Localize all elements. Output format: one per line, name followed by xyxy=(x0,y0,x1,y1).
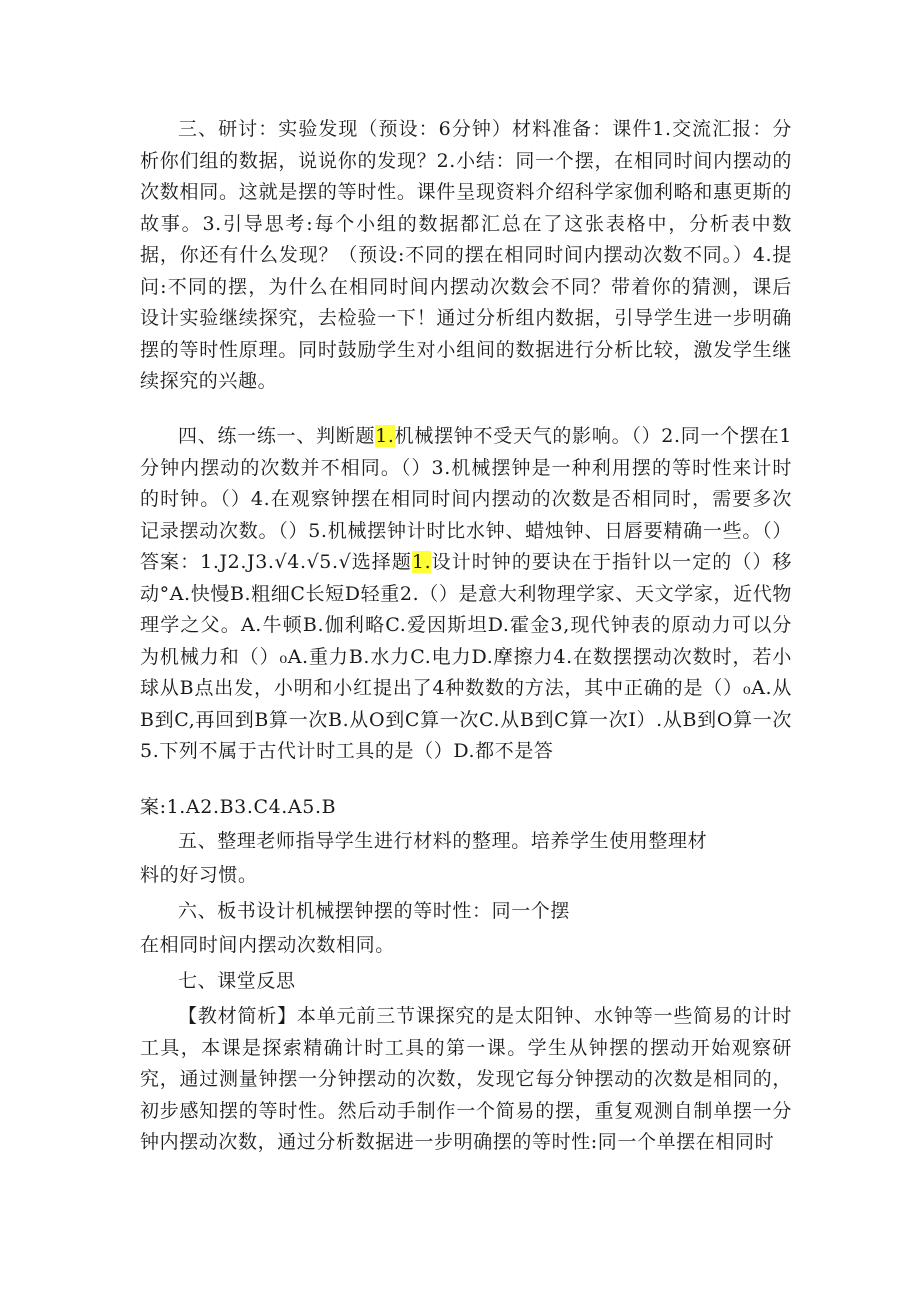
highlight-mark: 1. xyxy=(411,551,432,573)
section-discuss: 三、研讨：实验发现（预设：6分钟）材料准备：课件1.交流汇报：分析你们组的数据，说说你的发现？2.小结：同一个摆，在相同时间内摆动的次数相同。这就是摆的等时性。课件呈现资料介绍科学家伽利略和惠更斯的故事。3.引导思考:每个小组的数据都汇总在了这张表格中，分析表中数据，你还有什么发现？（预设:不同的摆在相同时间内摆动次数不同。）4.提问:不同的摆，为什么在相同时间内摆动次数会不同？带着你的猜测，课后设计实验继续探究，去检验一下！通过分析组内数据，引导学生进一步明确摆的等时性原理。同时鼓励学生对小组间的数据进行分析比较，激发学生继续探究的兴趣。 xyxy=(140,118,792,392)
practice-choice: 设计时钟的要诀在于指针以一定的（）移动°A.快慢B.粗细C长短D轻重2.（）是意大利物理学家、天文学家，近代物理学之父。A.牛顿B.伽利略C.爱因斯坦D.霍金3,现代钟表的原动力可以分为机械力和（）₀A.重力B.水力C.电力D.摩擦力4.在数摆摆动次数时，若小球从B点出发，小明和小红提出了4种数数的方法，其中正确的是（）₀A.从B到C,再回到B算一次B.从O到C算一次C.从B到C算一次I）.从B到O算一次5.下列不属于古代计时工具的是（）D.都不是答 xyxy=(140,551,793,762)
practice-judgement: 机械摆钟不受天气的影响。（）2.同一个摆在1分钟内摆动的次数并不相同。（）3.机械摆钟是一种利用摆的等时性来计时的时钟。（）4.在观察钟摆在相同时间内摆动的次数是否相同时，需要多次记录摆动次数。（）5.机械摆钟计时比水钟、蜡烛钟、日唇要精确一些。（）答案：1.J2.J3.√4.√5.√选择题 xyxy=(140,425,792,573)
practice-intro: 四、练一练一、判断题 xyxy=(178,425,376,447)
board-line-2: 在相同时间内摆动次数相同。 xyxy=(140,934,395,956)
organize-line-1: 五、整理老师指导学生进行材料的整理。培养学生使用整理材 xyxy=(178,830,708,852)
board-line-1: 六、板书设计机械摆钟摆的等时性：同一个摆 xyxy=(178,900,571,922)
practice-answer-line: 案:1.A2.B3.C4.A5.B xyxy=(140,796,337,818)
organize-line-2: 料的好习惯。 xyxy=(140,864,258,886)
section-practice xyxy=(140,421,792,768)
reflection-title: 七、课堂反思 xyxy=(178,970,296,992)
highlight-mark: 1. xyxy=(375,425,395,447)
section-analysis: 【教材简析】本单元前三节课探究的是太阳钟、水钟等一些简易的计时工具，本课是探索精确计时工具的第一课。学生从钟摆的摆动开始观察研究，通过测量钟摆一分钟摆动的次数，发现它每分钟摆动的次数是相同的，初步感知摆的等时性。然后动手制作一个简易的摆，重复观测自制单摆一分钟内摆动次数，通过分析数据进一步明确摆的等时性:同一个单摆在相同时 xyxy=(140,1005,792,1153)
